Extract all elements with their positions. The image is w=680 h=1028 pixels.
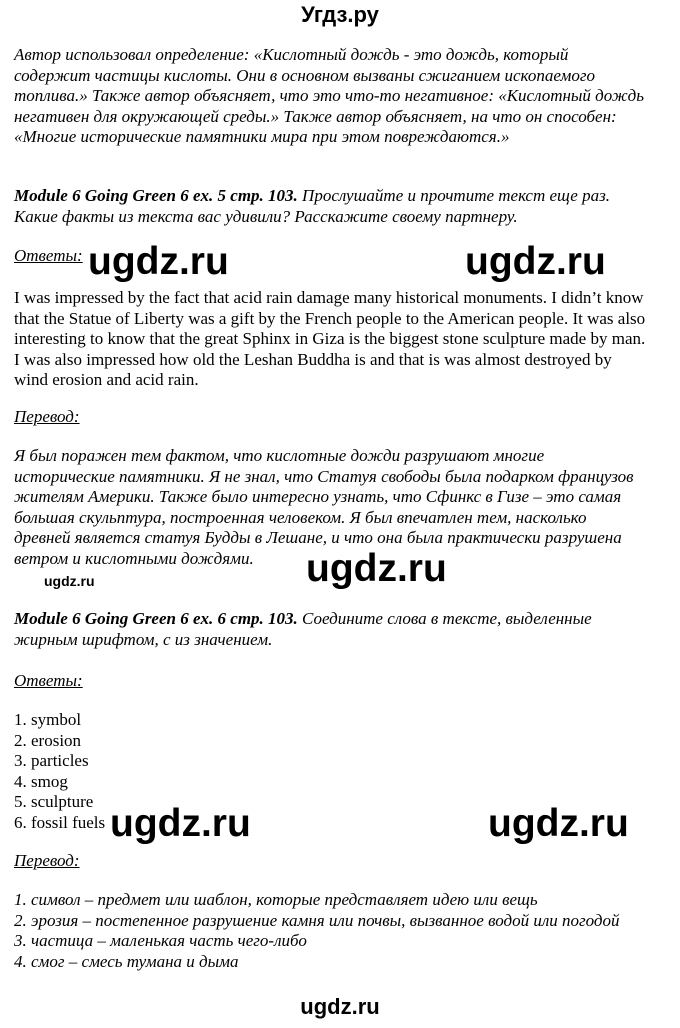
site-title: Угдз.ру: [301, 2, 379, 27]
intro-line: негативен для окружающей среды.» Также автор объясняет, на что он способен:: [14, 106, 617, 126]
watermark: ugdz.ru: [306, 547, 447, 590]
ex6-title-bold: Module 6 Going Green 6 ex. 6 стр. 103.: [14, 609, 298, 628]
ex6-title-rest: Соедините слова в тексте, выделенные: [297, 609, 592, 628]
ex5-answer-line: wind erosion and acid rain.: [14, 370, 199, 389]
intro-paragraph: [14, 45, 674, 148]
ex5-answer-line: that the Statue of Liberty was a gift by the French people to the American people. It was also: [14, 308, 646, 328]
list-item: 2. erosion: [14, 730, 82, 750]
ex5-translation-line: большая скульптура, построенная человеком. Я был впечатлен тем, насколько: [14, 507, 587, 527]
ex5-translation-line: исторические памятники. Я не знал, что Статуя свободы была подарком французов: [14, 466, 634, 486]
intro-line: Автор использовал определение: «Кислотный дождь - это дождь, который: [14, 45, 569, 64]
watermark: ugdz.ru: [88, 240, 229, 283]
ex5-title-rest: Прослушайте и прочтите текст еще раз.: [297, 186, 610, 205]
ex5-title-bold: Module 6 Going Green 6 ex. 5 стр. 103.: [14, 186, 298, 205]
list-item: 6. fossil fuels: [14, 812, 106, 832]
ex5-answer-line: I was also impressed how old the Leshan Buddha is and that is was almost destroyed by: [14, 349, 612, 369]
footer-watermark: ugdz.ru: [300, 994, 380, 1019]
intro-line: содержит частицы кислоты. Они в основном вызваны сжиганием ископаемого: [14, 65, 595, 85]
ex6-title-line2: жирным шрифтом, с из значением.: [14, 629, 273, 649]
ex6-translation-label: Перевод:: [14, 851, 80, 870]
ex6-answers-label: Ответы:: [14, 671, 83, 690]
ex5-answers-label: Ответы:: [14, 246, 83, 265]
intro-line: топлива.» Также автор объясняет, что это что-то негативное: «Кислотный дождь: [14, 86, 644, 105]
watermark: ugdz.ru: [465, 240, 606, 283]
ex5-translation-line: жителям Америки. Также было интересно узнать, что Сфинкс в Гизе – это самая: [14, 487, 622, 506]
ex6-translation-list: [14, 890, 674, 972]
translation-item: 4. смог – смесь тумана и дыма: [14, 951, 239, 971]
ex5-title-line2: Какие факты из текста вас удивили? Расскажите своему партнеру.: [14, 206, 518, 226]
watermark-small: ugdz.ru: [44, 573, 95, 589]
list-item: 5. sculpture: [14, 792, 94, 811]
ex5-answer-text: [14, 288, 674, 391]
ex5-translation-label: Перевод:: [14, 407, 80, 426]
list-item: 4. smog: [14, 771, 68, 791]
ex5-translation-line: ветром и кислотными дождями.: [14, 548, 254, 568]
ex5-translation-line: Я был поражен тем фактом, что кислотные дожди разрушают многие: [14, 446, 545, 465]
intro-line: «Многие исторические памятники мира при этом повреждаются.»: [14, 127, 510, 146]
list-item: 1. symbol: [14, 710, 82, 729]
ex5-translation-line: древней является статуя Будды в Лешане, и что она была практически разрушена: [14, 528, 622, 547]
ex5-heading: [14, 186, 674, 227]
translation-item: 1. символ – предмет или шаблон, которые представляет идею или вещь: [14, 890, 538, 909]
watermark: ugdz.ru: [488, 802, 629, 845]
list-item: 3. particles: [14, 751, 89, 770]
translation-item: 2. эрозия – постепенное разрушение камня или почвы, вызванное водой или погодой: [14, 910, 620, 930]
ex6-heading: [14, 609, 674, 650]
ex5-answer-line: I was impressed by the fact that acid rain damage many historical monuments. I didn’t know: [14, 288, 644, 307]
ex5-answer-line: interesting to know that the great Sphinx in Giza is the biggest stone sculpture made by man.: [14, 329, 646, 348]
translation-item: 3. частица – маленькая часть чего-либо: [14, 931, 307, 950]
watermark: ugdz.ru: [110, 802, 251, 845]
